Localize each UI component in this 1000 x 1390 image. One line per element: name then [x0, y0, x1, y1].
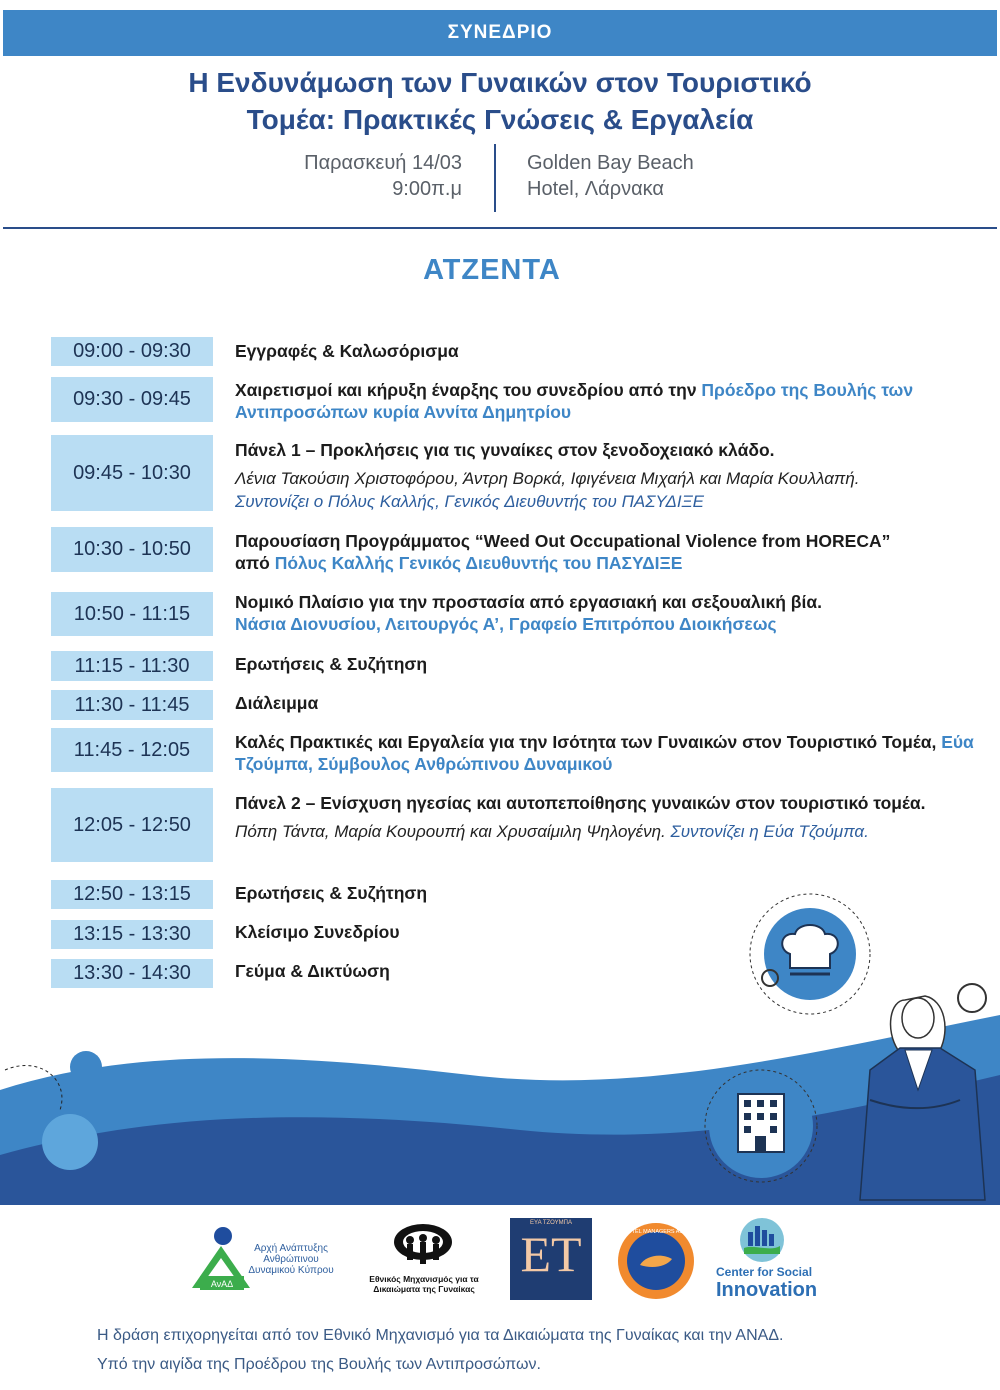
- agenda-heading: ΑΤΖΕΝΤΑ: [423, 254, 561, 286]
- et-logo-caption: ΕΥΑ ΤΖΟΥΜΠΑ: [530, 1220, 572, 1226]
- agenda-item-title: Νομικό Πλαίσιο για την προστασία από εργασιακή και σεξουαλική βία.: [235, 592, 822, 612]
- agenda-item-prefix: από: [235, 553, 275, 573]
- agenda-time: 10:30 - 10:50: [51, 527, 213, 572]
- title-line-1: Η Ενδυνάμωση των Γυναικών στον Τουριστικό: [188, 67, 812, 98]
- agenda-time: 13:15 - 13:30: [51, 920, 213, 949]
- header-divider: [3, 227, 997, 229]
- national-mechanism-logo-text: Εθνικός Μηχανισμός για τα Δικαιώματα της Γυναίκας: [369, 1274, 479, 1294]
- agenda-item-title: Εγγραφές & Καλωσόρισμα: [235, 341, 459, 361]
- agenda-time: 11:15 - 11:30: [51, 651, 213, 681]
- agenda-item-title: Καλές Πρακτικές και Εργαλεία για την Ισότητα των Γυναικών στον Τουριστικό Τομέα,: [235, 732, 942, 752]
- agenda-time: 09:30 - 09:45: [51, 377, 213, 422]
- event-time: 9:00π.μ: [392, 178, 462, 200]
- gear-icon: [958, 984, 986, 1012]
- panel-moderator: Συντονίζει ο Πόλυς Καλλής, Γενικός Διευθυντής του ΠΑΣΥΔΙΞΕ: [235, 492, 704, 511]
- csi-line-1: Center for Social: [716, 1265, 813, 1279]
- agenda-item: [235, 439, 975, 513]
- agenda-item-title: Παρουσίαση Προγράμματος “Weed Out Occupational Violence from HORECA”: [235, 531, 891, 551]
- agenda-time: 09:45 - 10:30: [51, 435, 213, 511]
- agenda-time: 13:30 - 14:30: [51, 959, 213, 988]
- hotel-managers-association-logo-icon: [599, 1221, 713, 1301]
- circle-small: [70, 1051, 102, 1083]
- csi-logo-icon: [738, 1216, 786, 1264]
- agenda-item: [235, 340, 975, 362]
- agenda-time: 11:30 - 11:45: [51, 690, 213, 720]
- agenda-item-title: Ερωτήσεις & Συζήτηση: [235, 883, 428, 903]
- et-logo-letters: ET: [520, 1226, 582, 1282]
- agenda-time: 09:00 - 09:30: [51, 337, 213, 366]
- panel-speakers: Λένια Τακούσιη Χριστοφόρου, Άντρη Βορκά, Ιφιγένεια Μιχαήλ και Μαρία Κουλλαπή.: [235, 469, 860, 488]
- agenda-item: [235, 921, 975, 943]
- agenda-item-speaker: Πρόεδρο της Βουλής των Αντιπροσώπων κυρία Αννίτα Δημητρίου: [235, 380, 914, 422]
- agenda-item-title: Πάνελ 1 – Προκλήσεις για τις γυναίκες στον ξενοδοχειακό κλάδο.: [235, 440, 775, 460]
- footer-funding-note: Η δράση επιχορηγείται από τον Εθνικό Μηχανισμό για τα Δικαιώματα της Γυναίκας και την ΑΝΑΔ.: [97, 1327, 784, 1344]
- event-date: Παρασκευή 14/03: [304, 152, 462, 174]
- page-title: [0, 64, 1000, 138]
- agenda-item-title: Χαιρετισμοί και κήρυξη έναρξης του συνεδρίου από την: [235, 380, 702, 400]
- national-mechanism-logo-icon: [392, 1222, 454, 1270]
- info-divider: [494, 144, 496, 212]
- agenda-item-title: Διάλειμμα: [235, 693, 319, 713]
- agenda-item-speakers: [235, 820, 975, 843]
- agenda-item-speaker: Νάσια Διονυσίου, Λειτουργός Α’, Γραφείο Επιτρόπου Διοικήσεως: [235, 614, 777, 634]
- agenda-item: [235, 591, 975, 635]
- eva-tzoumpa-logo: [510, 1218, 592, 1300]
- agenda-item: [235, 692, 975, 714]
- svg-text:ΑνΑΔ: ΑνΑΔ: [210, 1279, 234, 1289]
- circle-large: [42, 1114, 98, 1170]
- agenda-item: [235, 792, 975, 843]
- agenda-item: [235, 653, 975, 675]
- agenda-item-speaker: Πόλυς Καλλής Γενικός Διευθυντής του ΠΑΣΥΔΙΞΕ: [274, 553, 683, 573]
- agenda-item: [235, 882, 975, 904]
- venue-line-1: Golden Bay Beach: [527, 152, 694, 174]
- csi-line-2: Innovation: [716, 1279, 818, 1301]
- agenda-item-speakers: [235, 467, 975, 513]
- panel-moderator: Συντονίζει η Εύα Τζούμπα.: [670, 822, 869, 841]
- title-line-2: Τομέα: Πρακτικές Γνώσεις & Εργαλεία: [246, 104, 754, 135]
- svg-text:CYPRUS HOTEL MANAGERS ASSOCIAT: CYPRUS HOTEL MANAGERS ASSOCIATION: [599, 1229, 713, 1235]
- anad-logo-icon: [190, 1226, 252, 1292]
- agenda-time: 12:05 - 12:50: [51, 788, 213, 862]
- event-date-time: [304, 150, 462, 202]
- venue-line-2: Hotel, Λάρνακα: [527, 178, 664, 200]
- agenda-time: 11:45 - 12:05: [51, 728, 213, 772]
- agenda-item-title: Γεύμα & Δικτύωση: [235, 961, 390, 981]
- conference-banner: ΣΥΝΕΔΡΙΟ: [3, 10, 997, 56]
- agenda-item: [235, 731, 975, 775]
- agenda-time: 10:50 - 11:15: [51, 592, 213, 636]
- agenda-item-title: Ερωτήσεις & Συζήτηση: [235, 654, 428, 674]
- footer-patronage-note: Υπό την αιγίδα της Προέδρου της Βουλής των Αντιπροσώπων.: [97, 1356, 541, 1373]
- event-venue: [527, 150, 694, 202]
- agenda-item: [235, 530, 975, 574]
- decorative-illustration: [0, 960, 1000, 1205]
- panel-speakers: Πόπη Τάντα, Μαρία Κουρουπή και Χρυσαίμιλη Ψηλογένη.: [235, 822, 671, 841]
- agenda-time: 12:50 - 13:15: [51, 880, 213, 909]
- agenda-item-title: Κλείσιμο Συνεδρίου: [235, 922, 400, 942]
- agenda-item: [235, 379, 975, 423]
- agenda-item-title: Πάνελ 2 – Ενίσχυση ηγεσίας και αυτοπεποίθησης γυναικών στον τουριστικό τομέα.: [235, 793, 926, 813]
- agenda-item-speaker: Εύα Τζούμπα, Σύμβουλος Ανθρώπινου Δυναμικού: [235, 732, 974, 774]
- anad-logo-text: Αρχή Ανάπτυξης Ανθρώπινου Δυναμικού Κύπρου: [248, 1243, 334, 1276]
- csi-logo-text: [716, 1265, 817, 1301]
